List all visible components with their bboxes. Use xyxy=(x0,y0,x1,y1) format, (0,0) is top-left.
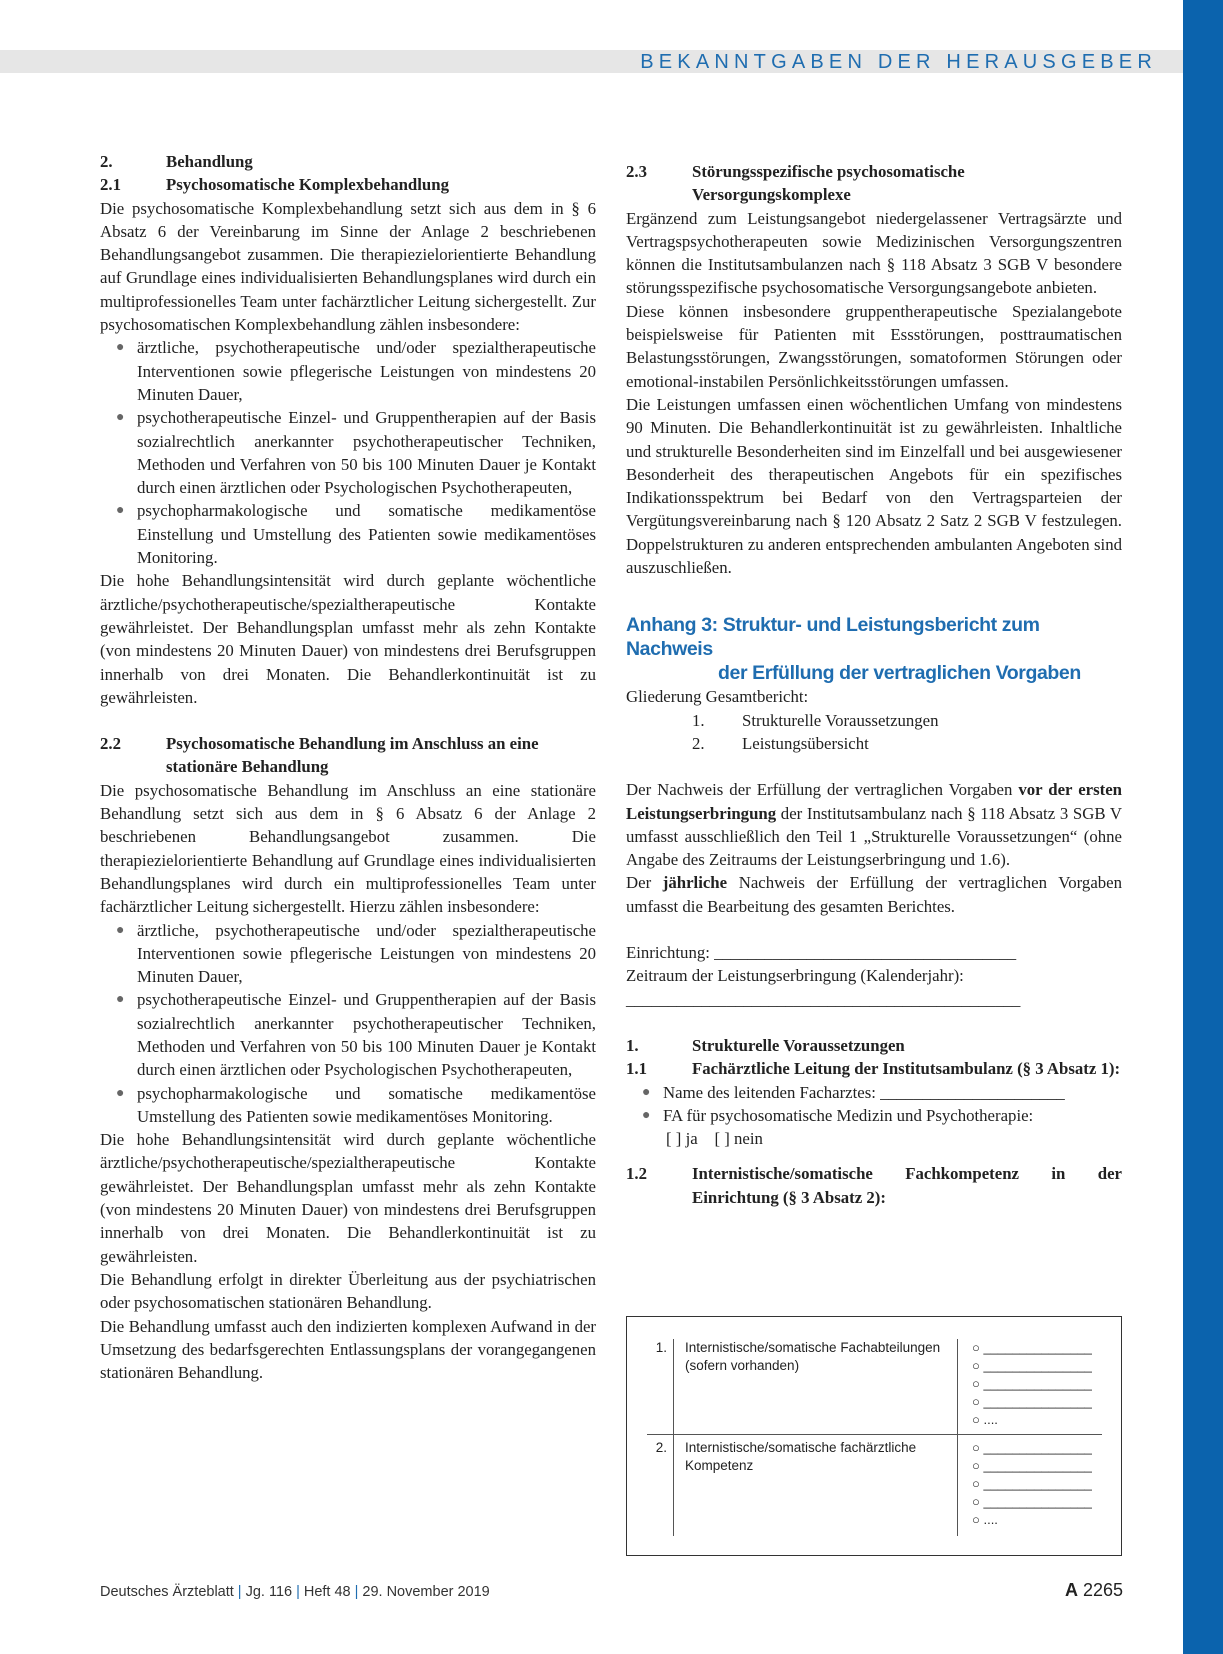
bullet-list xyxy=(626,1081,1122,1128)
list-item xyxy=(100,919,596,989)
row-number: 2. xyxy=(655,1440,667,1455)
option-list xyxy=(972,1439,1102,1529)
heading-title: Strukturelle Voraussetzungen xyxy=(692,1035,905,1055)
paragraph: Diese können insbesondere gruppentherapeutische Spezialangebote beispielsweise für Patienten mit Essstörungen, posttraumatischen Belastungsstörungen, Zwangsstörungen, somatoformen Störungen oder emotional-instabilen Persönlichkeitsstörungen umfassen. xyxy=(626,301,1122,391)
page-letter: A xyxy=(1064,1580,1078,1600)
heading-title: Behandlung xyxy=(166,152,253,171)
heading-2 xyxy=(100,150,596,173)
side-color-bar xyxy=(1183,0,1223,1654)
heading-title: Internistische/somatische Fachkompetenz in der Einrichtung (§ 3 Absatz 2): xyxy=(692,1164,1122,1207)
heading-title: Störungsspezifische psychosomatische Versorgungskomplexe xyxy=(692,162,965,205)
divider xyxy=(957,1339,958,1536)
bullet-icon: ● xyxy=(642,1107,651,1123)
row-label: Internistische/somatische fachärztliche Kompetenz xyxy=(685,1440,917,1473)
text-run-bold: jährliche xyxy=(662,873,728,893)
journal-issue: Heft 48 xyxy=(303,1584,351,1600)
outline-label: Gliederung Gesamtbericht: xyxy=(626,687,809,707)
heading-2-1 xyxy=(100,173,596,196)
list-item xyxy=(100,988,596,1081)
option-field[interactable]: ○ _______________ xyxy=(972,1458,1092,1473)
option-field[interactable]: ○ _______________ xyxy=(972,1358,1092,1373)
heading-number: 1.2 xyxy=(626,1164,647,1184)
list-item-text: ärztliche, psychotherapeutische und/oder spezialtherapeutische Interventionen sowie pflegerische Leistungen von mindestens 20 Minuten Dauer, xyxy=(137,338,596,404)
bullet-icon: ● xyxy=(116,1085,125,1101)
divider xyxy=(647,1434,1102,1435)
bullet-icon: ● xyxy=(116,503,125,519)
heading-number: 1.1 xyxy=(626,1059,647,1079)
heading-title: Psychosomatische Behandlung im Anschluss an eine stationäre Behandlung xyxy=(166,734,539,777)
list-item xyxy=(100,406,596,499)
page-digits: 2265 xyxy=(1082,1580,1123,1600)
list-item-text: psychopharmakologische und somatische medikamentöse Umstellung des Patienten sowie medikamentöses Monitoring. xyxy=(137,1083,596,1126)
separator: | xyxy=(237,1584,242,1600)
list-item-text: psychotherapeutische Einzel- und Gruppentherapien auf der Basis sozialrechtlich anerkannter psychotherapeutischer Techniken, Methoden und Verfahren von 50 bis 100 Minuten Dauer je Kontakt durch einen ärztlichen oder Psychologischen Psychotherapeuten, xyxy=(137,990,596,1080)
text-run: der Institutsambulanz nach § 118 Absatz 3 SGB V umfasst ausschließlich den Teil 1 „Strukturelle Voraussetzungen“ (ohne Angabe des Zeitraums der Leistungserbringung und 1.6). xyxy=(626,803,1122,870)
list-item xyxy=(626,1081,1122,1104)
outline-list xyxy=(626,709,1122,756)
list-item-text: FA für psychosomatische Medizin und Psychotherapie: xyxy=(663,1105,1034,1125)
period-field-line: _______________________________________________ xyxy=(626,989,1021,1009)
heading-number: 1. xyxy=(626,1035,639,1055)
option-field[interactable]: ○ _______________ xyxy=(972,1376,1092,1391)
heading-title: Fachärztliche Leitung der Institutsambulanz (§ 3 Absatz 1): xyxy=(692,1059,1121,1079)
text-run: Nachweis der Erfüllung der vertraglichen Vorgaben umfasst die Bearbeitung des gesamten Berichtes. xyxy=(626,873,1122,916)
text-run-bold: vor der ersten Leistungserbringung xyxy=(626,780,1122,823)
text-run: Der Nachweis der Erfüllung der vertraglichen Vorgaben xyxy=(626,780,1019,800)
outline-text: Leistungsübersicht xyxy=(742,733,869,753)
row-number: 1. xyxy=(655,1340,667,1355)
heading-1 xyxy=(626,1034,1122,1057)
page-number xyxy=(1065,1580,1123,1601)
list-item-text: psychotherapeutische Einzel- und Gruppentherapien auf der Basis sozialrechtlich anerkannter psychotherapeutischer Techniken, Methoden und Verfahren von 50 bis 100 Minuten Dauer je Kontakt durch einen ärztlichen oder Psychologischen Psychotherapeuten, xyxy=(137,408,596,498)
option-field[interactable]: ○ .... xyxy=(972,1412,998,1427)
option-field[interactable]: ○ _______________ xyxy=(972,1476,1092,1491)
list-item-text: ärztliche, psychotherapeutische und/oder spezialtherapeutische Interventionen sowie pflegerische Leistungen von mindestens 20 Minuten Dauer, xyxy=(137,920,596,987)
paragraph: Die hohe Behandlungsintensität wird durch geplante wöchentliche ärztliche/psychotherapeutische/spezialtherapeutische Kontakte gewährleistet. Der Behandlungsplan umfasst mehr als zehn Kontakte (von mindestens 20 Minuten Dauer) von mindestens drei Berufsgruppen innerhalb von drei Monaten. Die Behandlerkontinuität ist zu gewährleisten. xyxy=(100,1130,596,1266)
list-item xyxy=(100,1082,596,1129)
bullet-icon: ● xyxy=(116,410,125,426)
footer-citation xyxy=(100,1584,490,1600)
outline-item xyxy=(626,709,1122,732)
option-field[interactable]: ○ _______________ xyxy=(972,1494,1092,1509)
paragraph: Ergänzend zum Leistungsangebot niedergelassener Vertragsärzte und Vertragspsychotherapeuten sowie Medizinischen Versorgungszentren können die Institutsambulanzen nach § 118 Absatz 3 SGB V besondere störungsspezifische psychosomatische Versorgungsangebote anbieten. xyxy=(626,208,1122,298)
option-field[interactable]: ○ _______________ xyxy=(972,1340,1092,1355)
paragraph: Die hohe Behandlungsintensität wird durch geplante wöchentliche ärztliche/psychotherapeutische/spezialtherapeutische Kontakte gewährleistet. Der Behandlungsplan umfasst mehr als zehn Kontakte (von mindestens 20 Minuten Dauer) von mindestens drei Berufsgruppen innerhalb von drei Monaten. Die Behandlerkontinuität ist zu gewährleisten. xyxy=(100,571,596,707)
separator: | xyxy=(296,1584,300,1600)
bullet-icon: ● xyxy=(642,1084,651,1100)
heading-number: 2.3 xyxy=(626,162,647,181)
period-field-label: Zeitraum der Leistungserbringung (Kalenderjahr): xyxy=(626,966,964,986)
form-row xyxy=(627,1439,957,1475)
heading-number: 2.2 xyxy=(100,734,121,754)
option-field[interactable]: ○ _______________ xyxy=(972,1394,1092,1409)
bullet-list xyxy=(100,919,596,1129)
paragraph: Die Behandlung umfasst auch den indizierten komplexen Aufwand in der Umsetzung des bedarfsgerechten Entlassungsplans der vorangegangenen stationären Behandlung. xyxy=(100,1316,596,1383)
row-label: Internistische/somatische Fachabteilungen (sofern vorhanden) xyxy=(685,1340,941,1373)
heading-number: 2.1 xyxy=(100,175,121,195)
facility-field: Einrichtung: ____________________________________ xyxy=(626,943,1017,963)
text-run: Der xyxy=(626,873,663,893)
appendix-heading xyxy=(626,613,1122,685)
outline-text: Strukturelle Voraussetzungen xyxy=(742,710,939,730)
section-header: BEKANNTGABEN DER HERAUSGEBER xyxy=(640,51,1157,73)
journal-name: Deutsches Ärzteblatt xyxy=(100,1584,234,1600)
competence-form-box xyxy=(626,1316,1122,1556)
list-item xyxy=(100,499,596,569)
paragraph xyxy=(626,871,1122,918)
heading-title: Psychosomatische Komplexbehandlung xyxy=(166,175,449,195)
paragraph xyxy=(626,778,1122,871)
bullet-list xyxy=(100,336,596,569)
list-item-text: Name des leitenden Facharztes: ______________________ xyxy=(663,1082,1065,1102)
outline-item xyxy=(626,732,1122,755)
bullet-icon: ● xyxy=(116,340,125,356)
right-column xyxy=(626,150,1122,1209)
journal-date: 29. November 2019 xyxy=(362,1584,490,1600)
option-list xyxy=(972,1339,1102,1429)
paragraph: Die psychosomatische Behandlung im Anschluss an eine stationäre Behandlung setzt sich aus dem in § 6 Absatz 6 der Anlage 2 beschriebenen Behandlungsangebot zusammen. Die therapiezielorientierte Behandlung auf Grundlage eines individualisierten Behandlungsplanes wird durch ein multiprofessionelles Team unter fachärztlicher Leitung sichergestellt. Hierzu zählen insbesondere: xyxy=(100,780,596,917)
heading-number: 2. xyxy=(100,152,113,171)
yes-no-checkboxes[interactable]: [ ] ja [ ] nein xyxy=(666,1129,763,1149)
outline-number: 2. xyxy=(692,733,705,753)
list-item-text: psychopharmakologische und somatische medikamentöse Einstellung und Umstellung des Patienten sowie medikamentöses Monitoring. xyxy=(137,501,596,568)
list-item xyxy=(626,1104,1122,1127)
bullet-icon: ● xyxy=(116,922,125,938)
heading-1-2 xyxy=(626,1162,1122,1209)
journal-volume: Jg. 116 xyxy=(245,1584,293,1600)
heading-2-2 xyxy=(100,732,596,779)
list-item xyxy=(100,336,596,406)
heading-2-3 xyxy=(626,160,1122,207)
paragraph: Die Behandlung erfolgt in direkter Überleitung aus der psychiatrischen oder psychosomatischen stationären Behandlung. xyxy=(100,1269,596,1313)
separator: | xyxy=(354,1584,359,1600)
paragraph: Die Leistungen umfassen einen wöchentlichen Umfang von mindestens 90 Minuten. Die Behandlerkontinuität ist zu gewährleisten. Inhaltliche und strukturelle Besonderheiten sind im Einzelfall und bei ausgewiesener Besonderheit des therapeutischen Angebots für ein spezifisches Indikationsspektrum bei Bedarf von den Vertragsparteien der Vergütungsvereinbarung nach § 120 Absatz 2 Satz 2 SGB V festzulegen. Doppelstrukturen zu anderen entsprechenden ambulanten Angeboten sind auszuschließen. xyxy=(626,394,1122,578)
option-field[interactable]: ○ _______________ xyxy=(972,1440,1092,1455)
appendix-heading-line: Anhang 3: Struktur- und Leistungsbericht zum Nachweis xyxy=(626,614,1040,661)
heading-1-1 xyxy=(626,1057,1122,1080)
paragraph: Die psychosomatische Komplexbehandlung setzt sich aus dem in § 6 Absatz 6 der Vereinbarung im Sinne der Anlage 2 beschriebenen Behandlungsangebot zusammen. Die therapiezielorientierte Behandlung auf Grundlage eines individualisierten Behandlungsplanes wird durch ein multiprofessionelles Team unter fachärztlicher Leitung sichergestellt. Zur psychosomatischen Komplexbehandlung zählen insbesondere: xyxy=(100,198,596,335)
outline-number: 1. xyxy=(692,710,705,730)
form-row xyxy=(627,1339,957,1375)
left-column xyxy=(100,150,596,1384)
appendix-heading-line: der Erfüllung der vertraglichen Vorgaben xyxy=(718,662,1081,685)
bullet-icon: ● xyxy=(116,992,125,1008)
option-field[interactable]: ○ .... xyxy=(972,1512,998,1527)
